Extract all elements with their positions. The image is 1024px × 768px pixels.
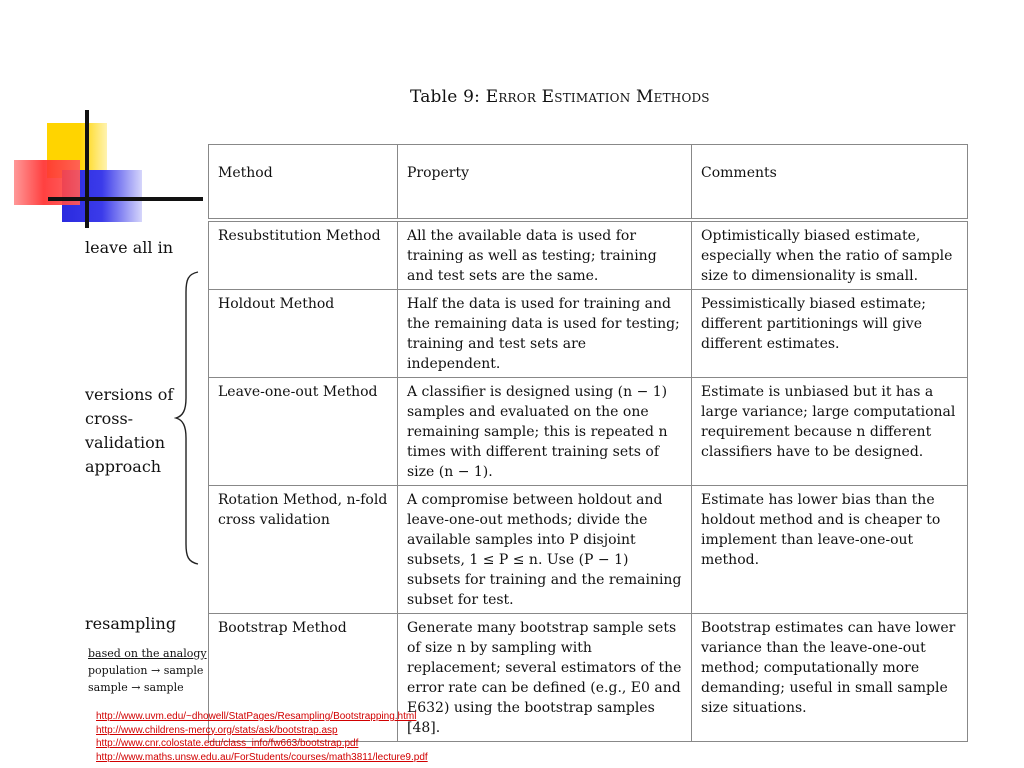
header-comments: Comments xyxy=(692,145,968,221)
slide-logo xyxy=(0,0,210,240)
analogy-note xyxy=(88,645,207,696)
comments-cell: Estimate has lower bias than the holdout method and is cheaper to implement than leave-one-out method. xyxy=(692,486,968,614)
analogy-line: population → sample xyxy=(88,664,204,677)
leave-all-in-label: leave all in xyxy=(85,238,173,257)
analogy-title: based on the analogy xyxy=(88,647,207,660)
reference-link[interactable]: http://www.childrens-mercy.org/stats/ask/bootstrap.asp xyxy=(96,724,338,736)
cross-validation-line: cross- xyxy=(85,409,134,428)
comments-cell: Pessimistically biased estimate; different partitionings will give different estimates. xyxy=(692,290,968,378)
table-title xyxy=(410,87,710,107)
cross-validation-line: versions of xyxy=(85,385,174,404)
reference-link[interactable]: http://www.cnr.colostate.edu/class_info/fw663/bootstrap.pdf xyxy=(96,738,359,749)
property-cell: A compromise between holdout and leave-one-out methods; divide the available samples into P disjoint subsets, 1 ≤ P ≤ n. Use (P − 1) subsets for training and the remaining subset for test. xyxy=(398,486,692,614)
table-row xyxy=(209,290,968,378)
table-row xyxy=(209,378,968,486)
analogy-line: sample → sample xyxy=(88,681,184,694)
header-property: Property xyxy=(398,145,692,221)
table-row xyxy=(209,220,968,290)
property-cell: All the available data is used for training as well as testing; training and test sets are the same. xyxy=(398,220,692,290)
property-cell: Generate many bootstrap sample sets of size n by sampling with replacement; several estimators of the error rate can be defined (e.g., E0 and E632) using the bootstrap samples [48]. xyxy=(398,614,692,742)
cross-validation-line: validation xyxy=(85,433,166,452)
logo-horizontal-line xyxy=(48,197,203,201)
table-title-caps: Error Estimation Methods xyxy=(485,87,710,107)
reference-link[interactable]: http://www.maths.unsw.edu.au/ForStudents/courses/math3811/lecture9.pdf xyxy=(96,751,428,763)
method-cell: Holdout Method xyxy=(209,290,398,378)
reference-links xyxy=(96,710,428,764)
reference-link[interactable]: http://www.uvm.edu/~dhowell/StatPages/Resampling/Bootstrapping.html xyxy=(96,711,417,722)
table-title-prefix: Table 9: xyxy=(410,87,481,107)
table-header-row xyxy=(209,145,968,221)
header-method: Method xyxy=(209,145,398,221)
method-cell: Bootstrap Method xyxy=(209,614,398,742)
comments-cell: Estimate is unbiased but it has a large variance; large computational requirement because n different classifiers have to be designed. xyxy=(692,378,968,486)
comments-cell: Bootstrap estimates can have lower variance than the leave-one-out method; computationally more demanding; useful in small sample size situations. xyxy=(692,614,968,742)
method-cell: Leave-one-out Method xyxy=(209,378,398,486)
curly-brace xyxy=(174,270,200,566)
table-row xyxy=(209,486,968,614)
cross-validation-line: approach xyxy=(85,457,162,476)
comments-cell: Optimistically biased estimate, especially when the ratio of sample size to dimensionality is small. xyxy=(692,220,968,290)
cross-validation-label xyxy=(85,383,173,479)
logo-vertical-line xyxy=(85,110,89,228)
error-estimation-table xyxy=(208,144,968,742)
method-cell: Rotation Method, n-fold cross validation xyxy=(209,486,398,614)
property-cell: A classifier is designed using (n − 1) samples and evaluated on the one remaining sample; this is repeated n times with different training sets of size (n − 1). xyxy=(398,378,692,486)
resampling-label: resampling xyxy=(85,614,177,633)
property-cell: Half the data is used for training and the remaining data is used for testing; training and test sets are independent. xyxy=(398,290,692,378)
method-cell: Resubstitution Method xyxy=(209,220,398,290)
